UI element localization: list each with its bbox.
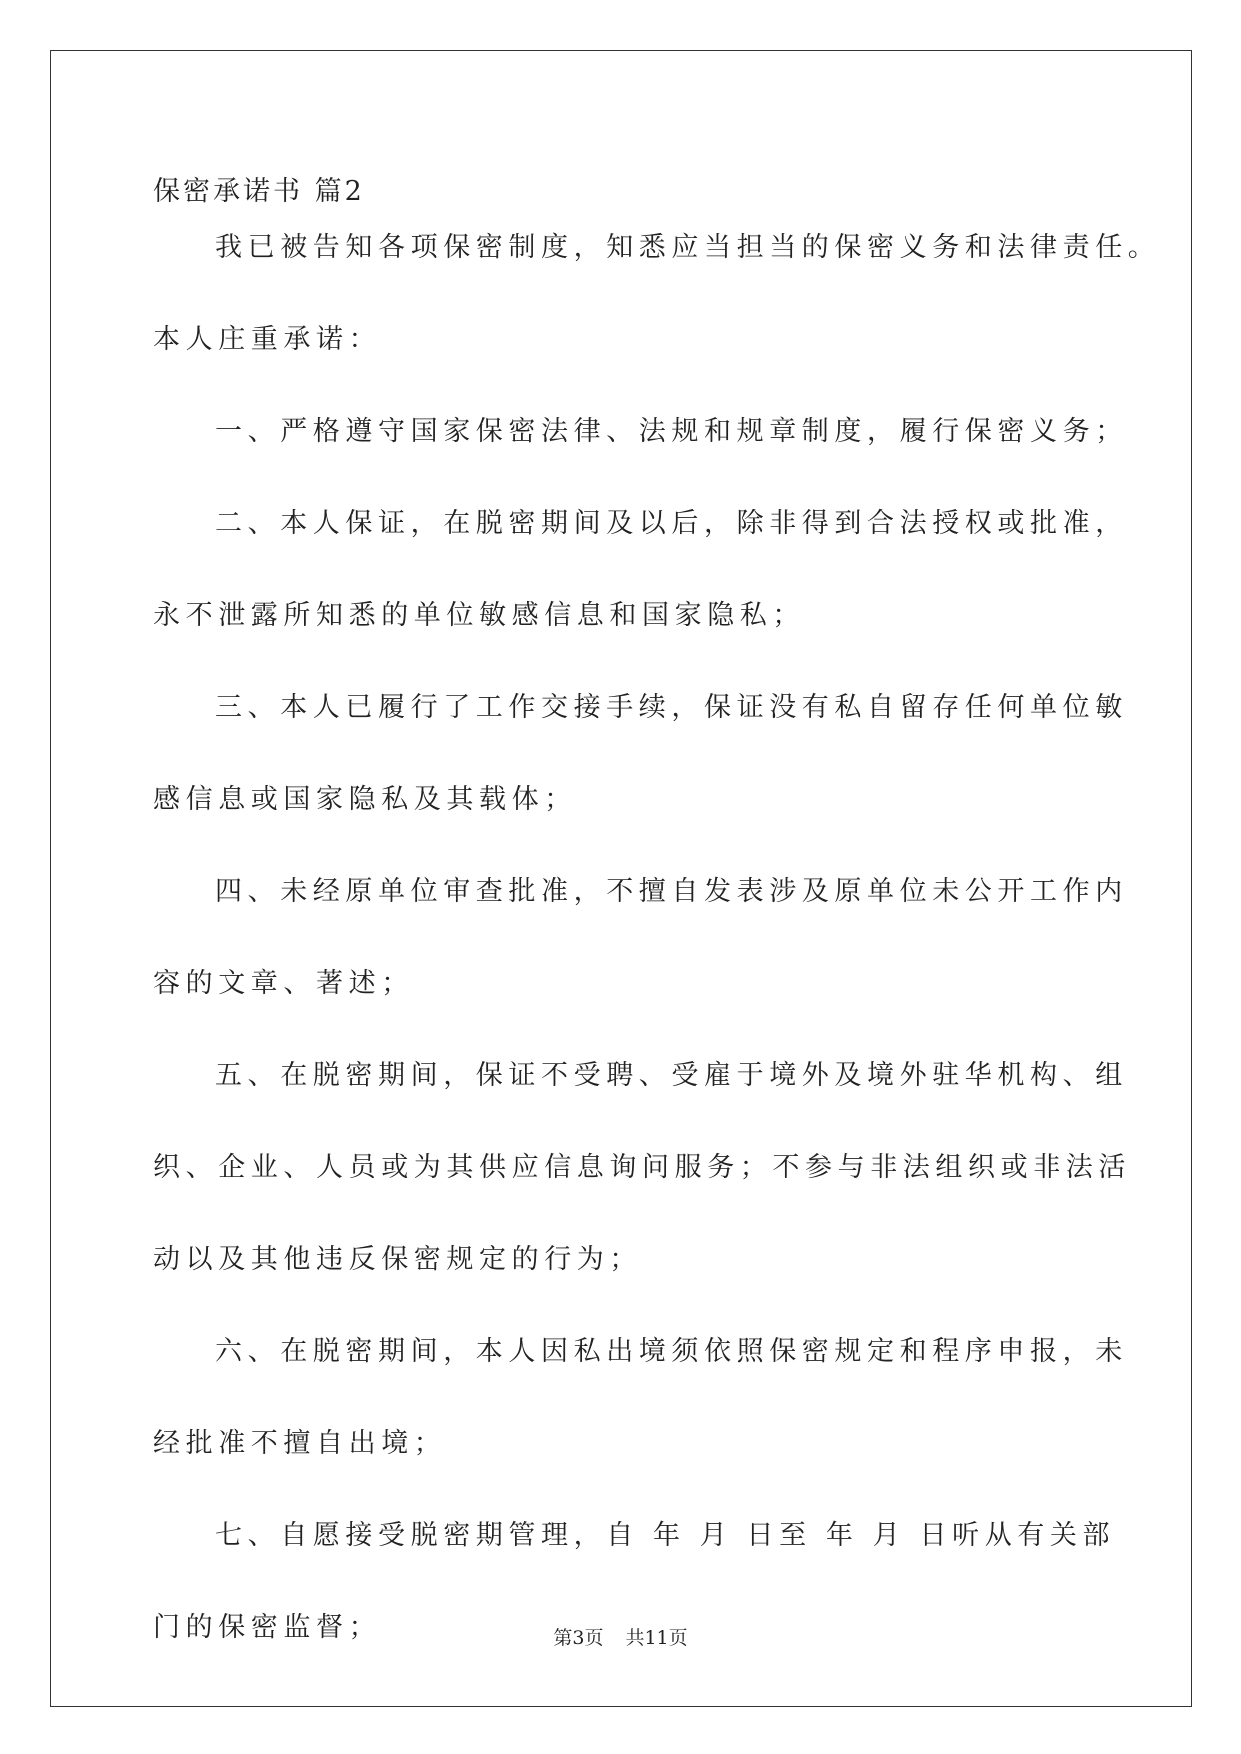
paragraph-item-1 [153,412,1128,452]
paragraph-intro [153,228,1161,360]
paragraph-item-3 [153,688,1128,820]
total-pages: 共11页 [625,1627,688,1649]
paragraph-item-2 [153,504,1128,636]
paragraph-item-5 [153,1056,1131,1280]
paragraph-line: 二、本人保证，在脱密期间及以后，除非得到合法授权或批准， [215,508,1128,539]
paragraph-line: 四、未经原单位审查批准，不擅自发表涉及原单位未公开工作内 [215,876,1128,907]
paragraph-line: 我已被告知各项保密制度，知悉应当担当的保密义务和法律责任。 [215,232,1161,263]
paragraph-line: 永不泄露所知悉的单位敏感信息和国家隐私； [153,600,805,631]
paragraph-line: 门的保密监督； [153,1612,382,1643]
paragraph-line: 五、在脱密期间，保证不受聘、受雇于境外及境外驻华机构、组 [215,1060,1128,1091]
paragraph-item-4 [153,872,1128,1004]
paragraph-line: 容的文章、著述； [153,968,414,999]
paragraph-line: 织、企业、人员或为其供应信息询问服务；不参与非法组织或非法活 [153,1152,1131,1183]
page-footer [0,1626,1241,1650]
document-title: 保密承诺书 篇2 [153,176,365,207]
current-page-number: 第3页 [553,1627,604,1649]
paragraph-line: 一、严格遵守国家保密法律、法规和规章制度，履行保密义务； [215,416,1128,447]
paragraph-line: 本人庄重承诺： [153,324,382,355]
paragraph-line: 六、在脱密期间，本人因私出境须依照保密规定和程序申报，未 [215,1336,1128,1367]
paragraph-item-6 [153,1332,1128,1464]
paragraph-line: 动以及其他违反保密规定的行为； [153,1244,642,1275]
paragraph-line: 七、自愿接受脱密期管理，自 年 月 日至 年 月 日听从有关部 [215,1520,1116,1551]
paragraph-line: 经批准不擅自出境； [153,1428,447,1459]
paragraph-line: 感信息或国家隐私及其载体； [153,784,577,815]
paragraph-line: 三、本人已履行了工作交接手续，保证没有私自留存任何单位敏 [215,692,1128,723]
